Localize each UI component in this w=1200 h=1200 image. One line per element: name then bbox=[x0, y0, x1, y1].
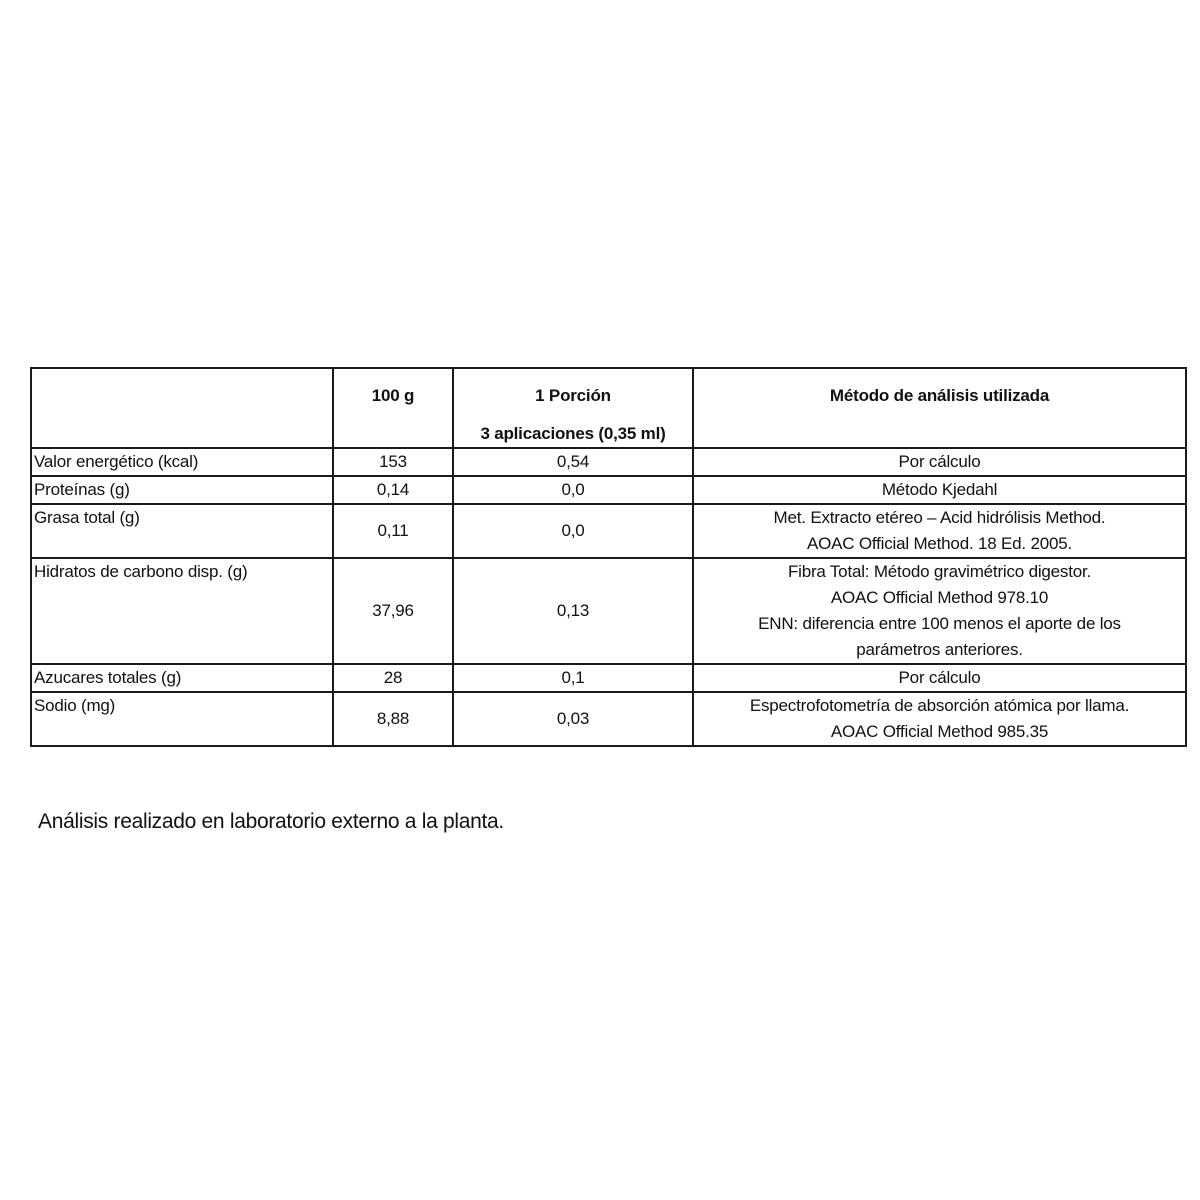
header-portion-line1: 1 Porción bbox=[535, 386, 611, 405]
method-line: Por cálculo bbox=[898, 452, 981, 471]
header-method: Método de análisis utilizada bbox=[693, 368, 1186, 448]
nutrient-label: Hidratos de carbono disp. (g) bbox=[31, 558, 333, 664]
method-line: AOAC Official Method. 18 Ed. 2005. bbox=[806, 534, 1073, 553]
method-line: Por cálculo bbox=[898, 668, 981, 687]
header-nutrient bbox=[31, 368, 333, 448]
nutrient-label: Azucares totales (g) bbox=[31, 664, 333, 692]
value-per-100g: 0,11 bbox=[333, 504, 453, 558]
method-line: AOAC Official Method 978.10 bbox=[830, 588, 1049, 607]
method-line: Met. Extracto etéreo – Acid hidrólisis Method. bbox=[773, 508, 1106, 527]
header-per-100g: 100 g bbox=[333, 368, 453, 448]
value-per-100g: 37,96 bbox=[333, 558, 453, 664]
value-per-portion: 0,54 bbox=[453, 448, 693, 476]
analysis-method bbox=[693, 504, 1186, 558]
analysis-method bbox=[693, 558, 1186, 664]
analysis-method bbox=[693, 476, 1186, 504]
value-per-100g: 153 bbox=[333, 448, 453, 476]
table-row bbox=[31, 692, 1186, 746]
table-row bbox=[31, 476, 1186, 504]
nutrient-label: Sodio (mg) bbox=[31, 692, 333, 746]
header-portion bbox=[453, 368, 693, 448]
value-per-portion: 0,0 bbox=[453, 476, 693, 504]
table-row bbox=[31, 664, 1186, 692]
value-per-portion: 0,13 bbox=[453, 558, 693, 664]
value-per-portion: 0,03 bbox=[453, 692, 693, 746]
method-line: Método Kjedahl bbox=[881, 480, 998, 499]
analysis-method bbox=[693, 692, 1186, 746]
nutrient-label: Grasa total (g) bbox=[31, 504, 333, 558]
nutrient-label: Proteínas (g) bbox=[31, 476, 333, 504]
nutrition-table bbox=[30, 367, 1187, 747]
analysis-method bbox=[693, 664, 1186, 692]
method-line: Espectrofotometría de absorción atómica por llama. bbox=[749, 696, 1130, 715]
analysis-method bbox=[693, 448, 1186, 476]
value-per-portion: 0,0 bbox=[453, 504, 693, 558]
header-portion-line2: 3 aplicaciones (0,35 ml) bbox=[480, 424, 666, 443]
method-line: AOAC Official Method 985.35 bbox=[830, 722, 1049, 741]
table-body bbox=[31, 448, 1186, 746]
method-line: Fibra Total: Método gravimétrico digestor. bbox=[787, 562, 1092, 581]
table-row bbox=[31, 558, 1186, 664]
method-line: parámetros anteriores. bbox=[856, 640, 1023, 659]
table-row bbox=[31, 504, 1186, 558]
method-line: ENN: diferencia entre 100 menos el aporte de los bbox=[758, 614, 1121, 633]
value-per-portion: 0,1 bbox=[453, 664, 693, 692]
table-row bbox=[31, 448, 1186, 476]
nutrient-label: Valor energético (kcal) bbox=[31, 448, 333, 476]
value-per-100g: 8,88 bbox=[333, 692, 453, 746]
value-per-100g: 0,14 bbox=[333, 476, 453, 504]
value-per-100g: 28 bbox=[333, 664, 453, 692]
footnote: Análisis realizado en laboratorio externo a la planta. bbox=[38, 810, 504, 833]
table-header-row bbox=[31, 368, 1186, 448]
